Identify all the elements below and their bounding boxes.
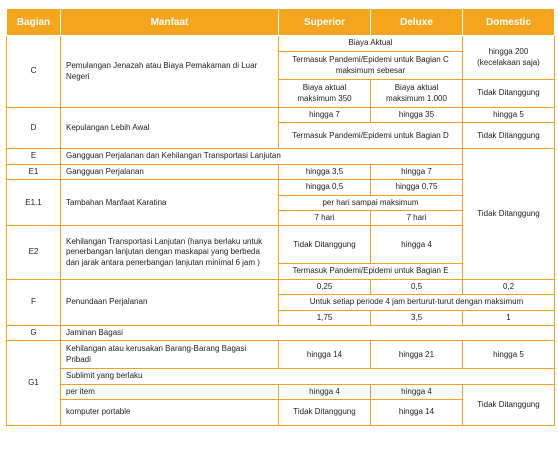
cell-value: 0,5 [371, 279, 463, 294]
section-code: D [7, 108, 61, 149]
header-deluxe: Deluxe [371, 9, 463, 36]
section-code: G1 [7, 341, 61, 426]
cell-value: hingga 0,5 [279, 180, 371, 195]
benefit-label: Pemulangan Jenazah atau Biaya Pemakaman di Luar Negeri [61, 36, 279, 108]
section-code: G [7, 325, 61, 340]
table-row [7, 325, 555, 340]
benefit-label: Gangguan Perjalanan dan Kehilangan Transportasi Lanjutan [61, 149, 463, 164]
cell-value: Tidak Ditanggung [279, 400, 371, 426]
benefit-label: Kepulangan Lebih Awal [61, 108, 279, 149]
cell-value: hingga 35 [371, 108, 463, 123]
cell-value: 3,5 [371, 310, 463, 325]
cell-value: 0,2 [463, 279, 555, 294]
table-row [7, 279, 555, 294]
cell-value: hingga 200 (kecelakaan saja) [463, 36, 555, 80]
benefit-label: Jaminan Bagasi [61, 325, 555, 340]
cell-value: hingga 3,5 [279, 164, 371, 179]
table-row [7, 369, 555, 384]
cell-value: hingga 4 [279, 384, 371, 399]
benefit-label: Tambahan Manfaat Karatina [61, 180, 279, 226]
cell-value: hingga 4 [371, 226, 463, 264]
cell-value: hingga 5 [463, 108, 555, 123]
section-code: E1.1 [7, 180, 61, 226]
benefit-label: Kehilangan atau kerusakan Barang-Barang Bagasi Pribadi [61, 341, 279, 369]
table-row [7, 384, 555, 399]
cell-value: hingga 5 [463, 341, 555, 369]
cell-value: hingga 14 [279, 341, 371, 369]
cell-value: Tidak Ditanggung [463, 80, 555, 108]
cell-value: Termasuk Pandemi/Epidemi untuk Bagian D [279, 123, 463, 149]
cell-value: Tidak Ditanggung [279, 226, 371, 264]
cell-value: Termasuk Pandemi/Epidemi untuk Bagian C maksimum sebesar [279, 52, 463, 80]
table-row [7, 36, 555, 52]
cell-value: 0,25 [279, 279, 371, 294]
cell-value: Tidak Ditanggung [463, 149, 555, 279]
cell-value: Tidak Ditanggung [463, 123, 555, 149]
benefit-label: Penundaan Perjalanan [61, 279, 279, 325]
header-manfaat: Manfaat [61, 9, 279, 36]
section-code: C [7, 36, 61, 108]
cell-value: Biaya aktual maksimum 350 [279, 80, 371, 108]
header-row [7, 9, 555, 36]
cell-value: Biaya aktual maksimum 1.000 [371, 80, 463, 108]
cell-value: Untuk setiap periode 4 jam berturut-turut dengan maksimum [279, 295, 555, 310]
benefit-label: per item [61, 384, 279, 399]
table-row [7, 149, 555, 164]
cell-value: hingga 4 [371, 384, 463, 399]
cell-value: 1 [463, 310, 555, 325]
cell-value: hingga 14 [371, 400, 463, 426]
cell-value: hingga 0,75 [371, 180, 463, 195]
benefit-label: Sublimit yang berlaku [61, 369, 555, 384]
cell-value: 1,75 [279, 310, 371, 325]
header-bagian: Bagian [7, 9, 61, 36]
section-code: E2 [7, 226, 61, 279]
cell-value: Termasuk Pandemi/Epidemi untuk Bagian E [279, 264, 463, 279]
cell-value: 7 hari [279, 210, 371, 225]
cell-value: hingga 21 [371, 341, 463, 369]
cell-value: hingga 7 [371, 164, 463, 179]
cell-value: per hari sampai maksimum [279, 195, 463, 210]
benefit-label: Gangguan Perjalanan [61, 164, 279, 179]
table-row [7, 108, 555, 123]
table-row [7, 341, 555, 369]
header-domestic: Domestic [463, 9, 555, 36]
cell-value: Tidak Ditanggung [463, 384, 555, 425]
benefit-table [6, 8, 555, 426]
benefit-label: komputer portable [61, 400, 279, 426]
section-code: F [7, 279, 61, 325]
cell-value: 7 hari [371, 210, 463, 225]
benefit-label: Kehilangan Transportasi Lanjutan (hanya berlaku untuk penerbangan lanjutan dengan maskapai yang berbeda dan jarak antara penerbangan lanjutan minimal 6 jam ) [61, 226, 279, 279]
header-superior: Superior [279, 9, 371, 36]
section-code: E1 [7, 164, 61, 179]
cell-value: Biaya Aktual [279, 36, 463, 52]
section-code: E [7, 149, 61, 164]
cell-value: hingga 7 [279, 108, 371, 123]
